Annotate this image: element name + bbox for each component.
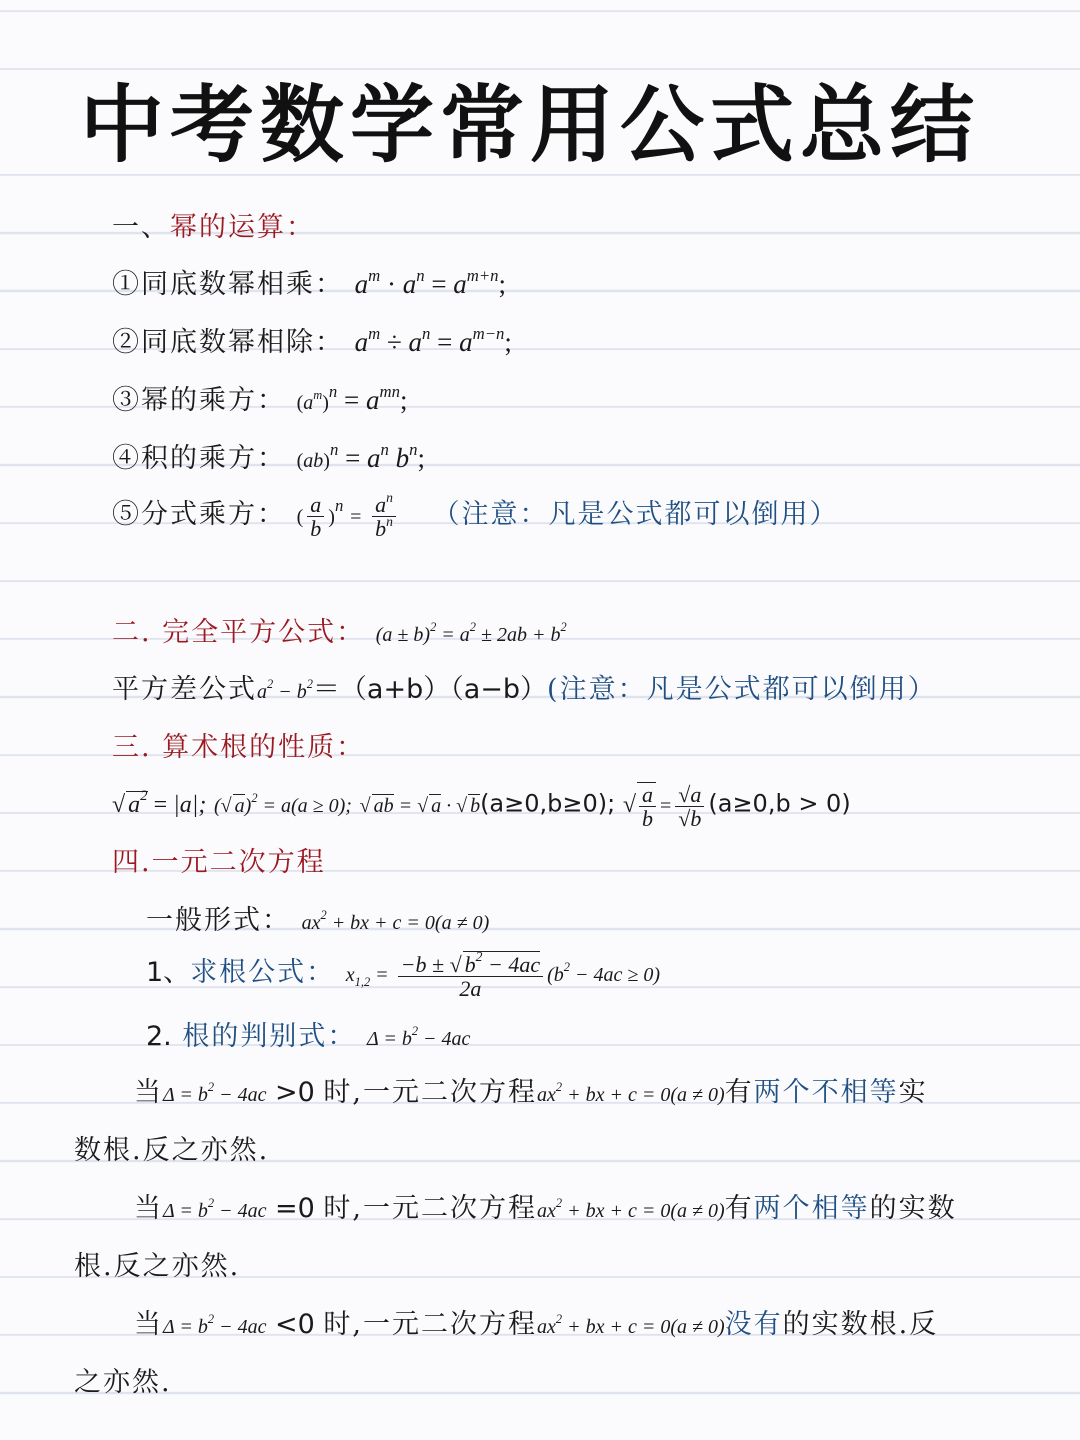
formula-item-3-label: ③幂的乘方： xyxy=(112,385,286,416)
section-1-heading xyxy=(112,205,315,244)
case-negative-delta: $\Delta = b^2 - 4ac$ xyxy=(163,1312,267,1338)
case-negative-compare: <0 xyxy=(266,1309,324,1340)
root-formula-4-cond: (a≥0,b > 0) xyxy=(708,789,851,818)
case-negative-p2: 的实数根.反 xyxy=(782,1309,939,1340)
case-negative-highlight: 没有 xyxy=(724,1309,783,1340)
formula-item-1 xyxy=(112,262,506,301)
root-formula-line xyxy=(146,950,660,1000)
root-formula-number: 1、 xyxy=(146,957,191,988)
difference-of-squares-lhs: $a^2 - b^2$ xyxy=(257,677,313,703)
formula-item-5 xyxy=(112,489,839,542)
formula-item-4-math: $(ab)^n = a^n$ $b^n$; xyxy=(296,439,426,473)
root-formula-1: √ $a^2 = |a|$; xyxy=(112,788,207,818)
discriminant-line xyxy=(146,1014,470,1053)
case-positive-p2: 实 xyxy=(898,1077,928,1108)
quadratic-formula: $x_{1,2}$ = $\frac{-b \pm √ b^2 - 4ac}{2a}$ $(b^2 - 4ac \ge 0)$ xyxy=(345,949,660,1001)
case-negative-lead: 当 xyxy=(134,1309,163,1340)
difference-of-squares-label: 平方差公式 xyxy=(112,674,257,705)
case-positive-lead: 当 xyxy=(134,1077,163,1108)
formula-item-4-label: ④积的乘方： xyxy=(112,443,286,474)
case-positive-equation: $ax^2$ + bx + c = 0(a ≠ 0) xyxy=(537,1080,725,1106)
root-formula-3-cond: (a≥0,b≥0); xyxy=(480,789,616,818)
formula-item-3-math: $(a^m)^n = a^{mn}$; xyxy=(296,381,408,415)
formula-item-5-math: ( $\frac{a}{b}$ )$^n$ = $\frac{a^n}{b^n}$ xyxy=(297,499,400,529)
section-2-title: 二. 完全平方公式： xyxy=(112,617,366,648)
general-form-label: 一般形式： xyxy=(146,905,291,936)
discriminant-formula: $\Delta = b^2 - 4ac$ xyxy=(366,1024,471,1050)
perfect-square-formula: $(a \pm b)^2 = a^2 \pm 2ab + b^2$ xyxy=(375,620,567,646)
case-zero-highlight: 两个相等 xyxy=(753,1193,870,1224)
formula-item-1-math: $a^m \cdot a^n = a^{m+n}$; xyxy=(354,265,507,299)
case-zero-lead: 当 xyxy=(134,1193,163,1224)
case-zero-line-1 xyxy=(134,1186,957,1225)
case-negative-mid: 时,一元二次方程 xyxy=(323,1309,538,1340)
formula-item-2-label: ②同底数幂相除： xyxy=(112,327,344,358)
formula-item-2 xyxy=(112,320,512,359)
formula-item-1-label: ①同底数幂相乘： xyxy=(112,269,344,300)
general-form-formula: $ax^2$ + bx + c = 0(a ≠ 0) xyxy=(301,908,490,934)
case-zero-mid: 时,一元二次方程 xyxy=(323,1193,538,1224)
arithmetic-root-formulas xyxy=(112,782,851,830)
case-zero-equation: $ax^2$ + bx + c = 0(a ≠ 0) xyxy=(537,1196,725,1222)
case-zero-line-2: 根.反之亦然. xyxy=(74,1251,241,1282)
case-negative-line-2: 之亦然. xyxy=(74,1367,172,1398)
case-zero-compare: =0 xyxy=(266,1193,324,1224)
section-1-note: （注意：凡是公式都可以倒用） xyxy=(432,499,839,530)
formula-item-5-label: ⑤分式乘方： xyxy=(112,499,286,530)
section-2-note: (注意：凡是公式都可以倒用） xyxy=(547,674,937,705)
case-positive-line-1 xyxy=(134,1070,928,1109)
case-zero-p1: 有 xyxy=(724,1193,754,1224)
case-negative-equation: $ax^2$ + bx + c = 0(a ≠ 0) xyxy=(537,1312,725,1338)
case-positive-highlight: 两个不相等 xyxy=(753,1077,899,1108)
difference-of-squares-line xyxy=(112,667,937,706)
section-2-heading xyxy=(112,610,567,649)
case-positive-p1: 有 xyxy=(724,1077,754,1108)
discriminant-label: 根的判别式： xyxy=(182,1021,357,1052)
formula-item-3 xyxy=(112,378,407,417)
root-formula-4: √ $\frac{a}{b}$ = $\frac{√a}{√b}$ xyxy=(623,792,709,818)
root-formula-2: (√ a)$^2$ = a(a ≥ 0); xyxy=(213,791,352,817)
case-zero-p2: 的实数 xyxy=(869,1193,957,1224)
discriminant-number: 2. xyxy=(146,1021,172,1052)
case-positive-line-2: 数根.反之亦然. xyxy=(74,1135,270,1166)
case-zero-delta: $\Delta = b^2 - 4ac$ xyxy=(163,1196,267,1222)
case-positive-compare: >0 xyxy=(266,1077,324,1108)
root-formula-label: 求根公式： xyxy=(190,957,336,988)
section-3-heading: 三. 算术根的性质： xyxy=(112,732,366,763)
case-positive-mid: 时,一元二次方程 xyxy=(323,1077,538,1108)
case-negative-line-1 xyxy=(134,1302,938,1341)
difference-of-squares-rhs: ＝（a+b）（a−b） xyxy=(312,674,548,705)
page-title: 中考数学常用公式总结 xyxy=(80,76,981,174)
formula-item-4 xyxy=(112,436,425,475)
section-1-title: 幂的运算： xyxy=(170,212,315,243)
section-1-number: 一、 xyxy=(112,212,170,243)
section-4-heading: 四.一元二次方程 xyxy=(112,847,326,878)
root-formula-3: √ ab = √ a · √ b xyxy=(359,794,481,817)
formula-item-2-math: $a^m \div a^n = a^{m-n}$; xyxy=(354,323,512,357)
general-form-line xyxy=(146,898,489,937)
case-positive-delta: $\Delta = b^2 - 4ac$ xyxy=(163,1080,267,1106)
